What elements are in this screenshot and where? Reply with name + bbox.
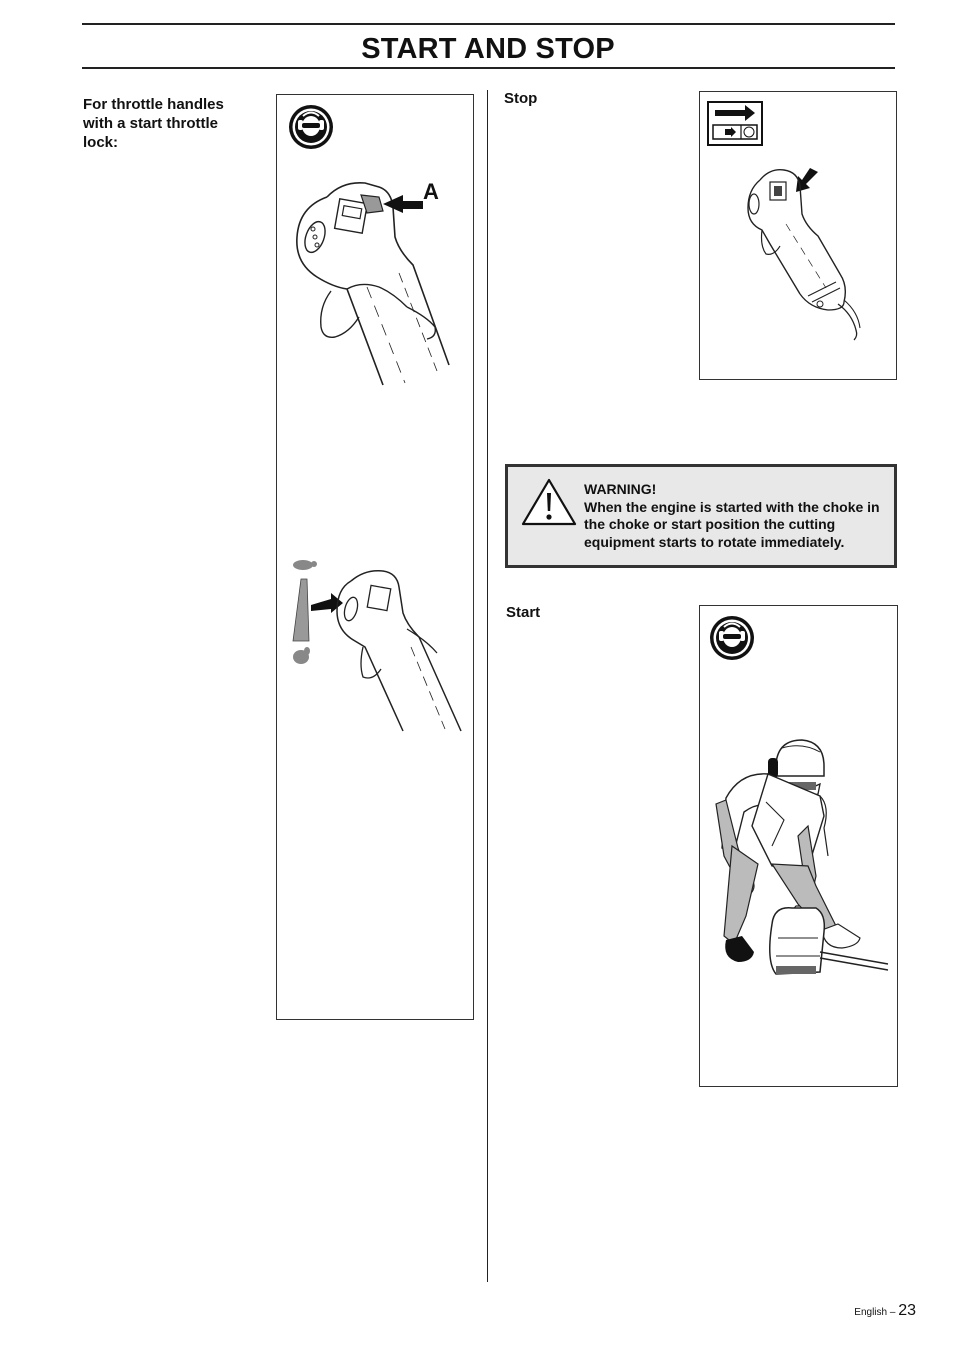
warning-label: WARNING!: [584, 481, 657, 497]
operator-starting-drawing: [712, 736, 892, 976]
ear-eye-protection-icon: [287, 103, 335, 151]
header-bottom-rule: [82, 67, 895, 69]
stop-handle-drawing: [740, 164, 880, 344]
warning-triangle-icon: [520, 477, 578, 527]
stop-heading: Stop: [504, 90, 538, 107]
throttle-handle-drawing-lower: [307, 565, 467, 735]
start-heading: Start: [506, 604, 541, 621]
ear-eye-protection-icon: [708, 614, 756, 662]
throttle-lock-heading: For throttle handles with a start throttle lock:: [83, 96, 224, 151]
page-footer: [854, 1302, 916, 1320]
warning-box: [505, 464, 897, 568]
page-number: 23: [898, 1302, 916, 1319]
warning-text: When the engine is started with the choke in the choke or start position the cutting equipment starts to rotate immediately.: [584, 498, 880, 550]
callout-label-a: A: [423, 179, 439, 204]
start-figure: [699, 605, 898, 1087]
throttle-handle-drawing-upper: [287, 177, 467, 387]
page-title: START AND STOP: [361, 33, 615, 65]
header-top-rule: [82, 23, 895, 25]
stop-switch-icon: [707, 101, 763, 146]
throttle-handle-figure: [276, 94, 474, 1020]
footer-language-label: English –: [854, 1307, 896, 1318]
warning-content: [584, 481, 884, 551]
column-divider: [487, 90, 488, 1282]
stop-figure: [699, 91, 897, 380]
